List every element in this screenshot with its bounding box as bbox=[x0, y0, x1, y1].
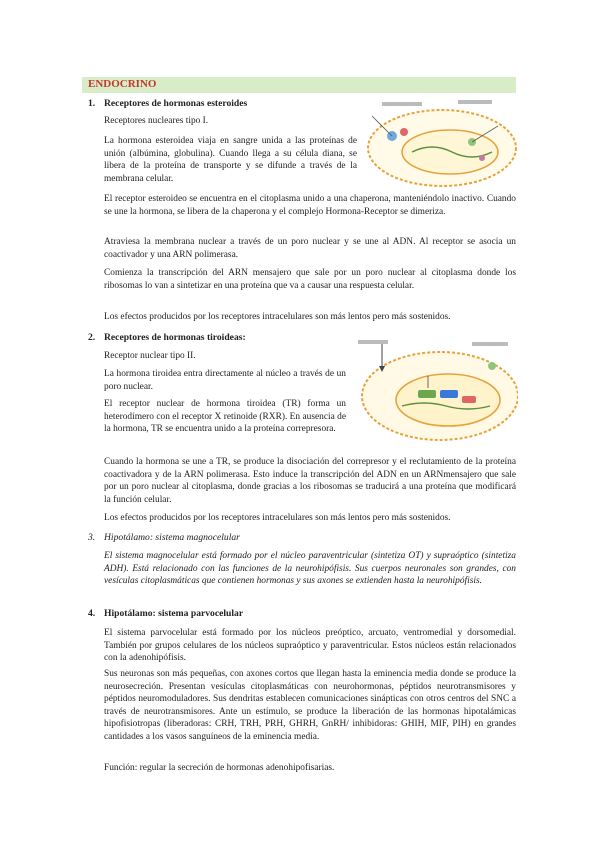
section-2-paragraph-1: La hormona tiroidea entra directamente al núcleo a través de un poro nuclear. bbox=[104, 369, 346, 392]
section-3-paragraph-1: El sistema magnocelular está formado por el núcleo paraventricular (sintetiza OT) y supraóptico (sintetiza ADH). Está relacionado con las funciones de la neurohipófisis. Sus cuerpos neuronales son grandes, con vesículas citoplasmáticas que contienen hormonas y sus axones se extienden hasta la neurohipófisis. bbox=[104, 551, 516, 587]
section-1-paragraph-3: Atraviesa la membrana nuclear a través de un poro nuclear y se une al ADN. Al receptor se asocia un coactivador y una ARN polimerasa. bbox=[104, 237, 516, 260]
section-4-title: Hipotálamo: sistema parvocelular bbox=[104, 608, 244, 619]
section-2-paragraph-3: Cuando la hormona se une a TR, se produce la disociación del correpresor y el reclutamiento de la proteína coactivadora y de la ARN polimerasa. Esto induce la transcripción del ADN en un ARNmensajero que sale por un poro nuclear al citoplasma, donde gracias a los ribosomas se traducirá a una proteína que modificará la función celular. bbox=[104, 457, 516, 505]
section-4-paragraph-2: Sus neuronas son más pequeñas, con axones cortos que llegan hasta la eminencia media donde se produce la neurosecreción. Presentan vesículas citoplasmáticas con neurohormonas, péptidos neurotransmisores y péptidos neuromoduladores. Sus dendritas establecen comunicaciones sinápticas con otros centros del SNC a través de neurotransmisores. Ante un estímulo, se produce la liberación de las hormonas hipotalámicas hipofisiotropas (liberadoras: CRH, TRH, PRH, GHRH, GnRH/ inhibidoras: GHIH, MIF, PIH) en grandes cantidades a los vasos sanguíneos de la eminencia media. bbox=[104, 669, 516, 742]
section-header-title: ENDOCRINO bbox=[88, 78, 157, 90]
section-2-paragraph-4: Los efectos producidos por los receptores intracelulares son más lentos pero más sostenidos. bbox=[104, 513, 451, 523]
section-4-paragraph-3: Función: regular la secreción de hormonas adenohipofisarias. bbox=[104, 763, 335, 773]
section-3-title: Hipotálamo: sistema magnocelular bbox=[104, 532, 240, 543]
section-2-subtitle: Receptor nuclear tipo II. bbox=[104, 351, 196, 361]
section-1-subtitle: Receptores nucleares tipo I. bbox=[104, 116, 209, 126]
section-1-paragraph-5: Los efectos producidos por los receptores intracelulares son más lentos pero más sostenidos. bbox=[104, 312, 451, 322]
section-1-paragraph-1: La hormona esteroidea viaja en sangre unida a las proteínas de unión (albúmina, globulina). Cuando llega a su célula diana, se libera de la proteína de transporte y se difunde a través de la membrana celular. bbox=[104, 136, 357, 184]
section-2-number: 2. bbox=[88, 332, 96, 343]
section-header-band bbox=[82, 77, 516, 93]
section-2-paragraph-2: El receptor nuclear de hormona tiroidea (TR) forma un heterodímero con el receptor X retinoide (RXR). En ausencia de la hormona, TR se encuentra unido a la proteína correpresora. bbox=[104, 399, 346, 435]
section-1-number: 1. bbox=[88, 98, 96, 109]
section-2-title: Receptores de hormonas tiroideas: bbox=[104, 332, 246, 343]
steroid-receptor-diagram bbox=[362, 96, 518, 190]
thyroid-receptor-diagram bbox=[352, 336, 518, 446]
section-1-paragraph-4: Comienza la transcripción del ARN mensajero que sale por un poro nuclear al citoplasma donde los ribosomas lo van a sintetizar en una proteína que va a causar una respuesta celular. bbox=[104, 268, 516, 291]
section-1-paragraph-2: El receptor esteroideo se encuentra en el citoplasma unido a una chaperona, manteniéndolo inactivo. Cuando se une la hormona, se libera de la chaperona y el complejo Hormona-Receptor se dimeriza. bbox=[104, 194, 516, 217]
section-4-number: 4. bbox=[88, 608, 96, 619]
section-1-title: Receptores de hormonas esteroides bbox=[104, 98, 248, 109]
section-4-paragraph-1: El sistema parvocelular está formado por los núcleos preóptico, arcuato, ventromedial y dorsomedial. También por grupos celulares de los núcleos supraóptico y paraventricular. Estos núcleos están relacionados con la adenohipófisis. bbox=[104, 628, 516, 664]
section-3-number: 3. bbox=[88, 532, 96, 543]
